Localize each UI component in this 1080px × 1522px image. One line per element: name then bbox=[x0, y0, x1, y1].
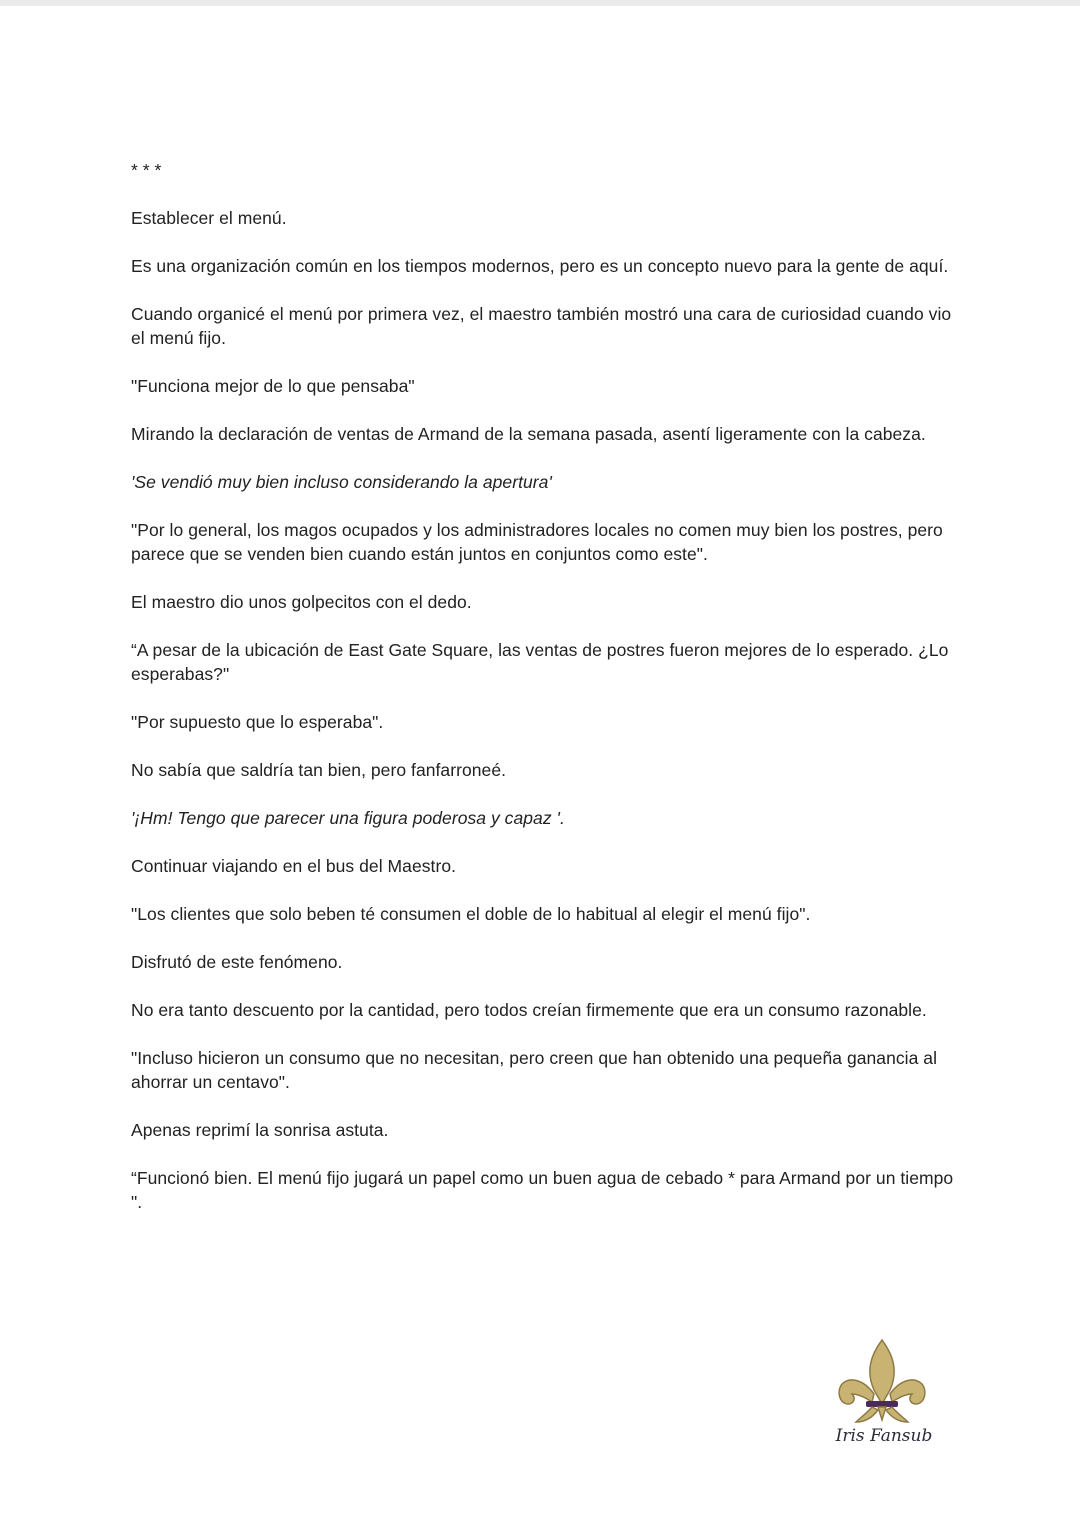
fleur-de-lis-icon bbox=[826, 1338, 942, 1428]
paragraph: Cuando organicé el menú por primera vez, el maestro también mostró una cara de curiosidad cuando vio el menú fijo. bbox=[131, 304, 952, 348]
logo-text: Iris Fansub bbox=[835, 1426, 933, 1446]
paragraph: Establecer el menú. bbox=[131, 208, 287, 228]
paragraph: "Incluso hicieron un consumo que no necesitan, pero creen que han obtenido una pequeña ganancia al ahorrar un centavo". bbox=[131, 1048, 938, 1092]
paragraph: No sabía que saldría tan bien, pero fanfarroneé. bbox=[131, 760, 507, 780]
paragraph: Es una organización común en los tiempos modernos, pero es un concepto nuevo para la gente de aquí. bbox=[131, 256, 949, 276]
paragraph: El maestro dio unos golpecitos con el dedo. bbox=[131, 592, 472, 612]
paragraph: 'Se vendió muy bien incluso considerando la apertura' bbox=[131, 472, 552, 492]
top-divider bbox=[0, 0, 1080, 6]
paragraph: "Por supuesto que lo esperaba". bbox=[131, 712, 384, 732]
paragraph: Disfrutó de este fenómeno. bbox=[131, 952, 343, 972]
paragraph: Continuar viajando en el bus del Maestro. bbox=[131, 856, 457, 876]
paragraph: No era tanto descuento por la cantidad, pero todos creían firmemente que era un consumo razonable. bbox=[131, 1000, 927, 1020]
iris-fansub-logo bbox=[826, 1338, 942, 1456]
paragraph: “Funcionó bien. El menú fijo jugará un papel como un buen agua de cebado * para Armand por un tiempo ". bbox=[131, 1168, 954, 1212]
document-body bbox=[131, 158, 961, 1238]
paragraph: "Funciona mejor de lo que pensaba" bbox=[131, 376, 415, 396]
paragraph: * * * bbox=[131, 160, 162, 180]
paragraph: “A pesar de la ubicación de East Gate Square, las ventas de postres fueron mejores de lo esperado. ¿Lo esperabas?" bbox=[131, 640, 949, 684]
paragraph: Mirando la declaración de ventas de Armand de la semana pasada, asentí ligeramente con la cabeza. bbox=[131, 424, 926, 444]
paragraph: Apenas reprimí la sonrisa astuta. bbox=[131, 1120, 389, 1140]
paragraph: '¡Hm! Tengo que parecer una figura poderosa y capaz '. bbox=[131, 808, 565, 828]
paragraph: "Por lo general, los magos ocupados y los administradores locales no comen muy bien los postres, pero parece que se venden bien cuando están juntos en conjuntos como este". bbox=[131, 520, 943, 564]
paragraph: "Los clientes que solo beben té consumen el doble de lo habitual al elegir el menú fijo". bbox=[131, 904, 811, 924]
